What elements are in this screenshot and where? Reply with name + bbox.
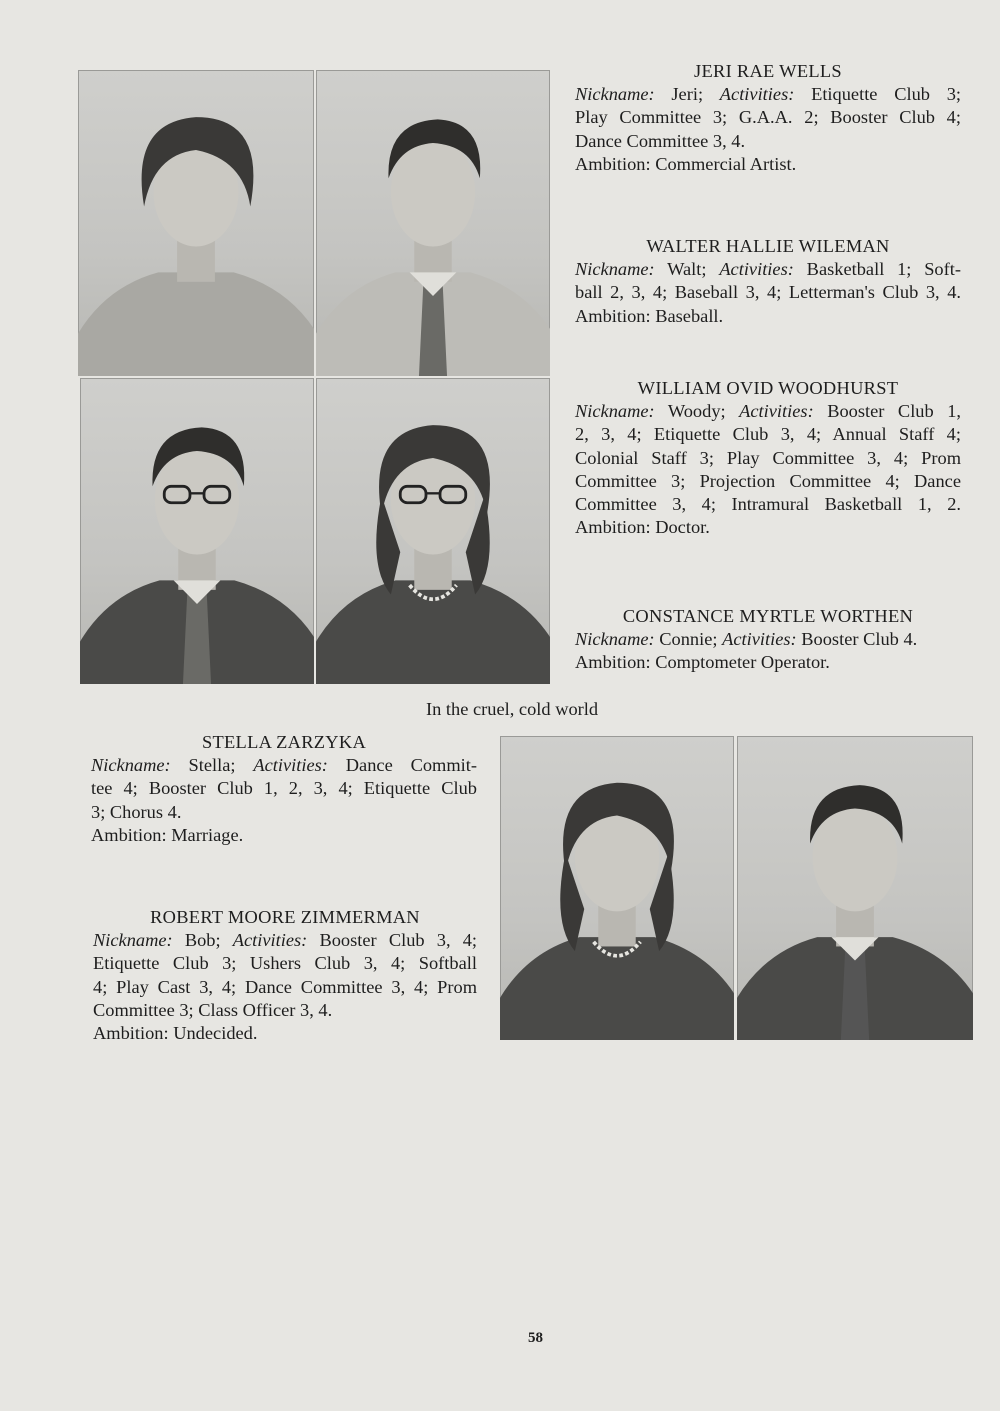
ambition: Ambition: Commercial Artist. (575, 153, 797, 174)
photo-robert-moore-zimmerman (737, 736, 973, 1040)
bio-jeri-rae-wells: JERI RAE WELLS Nickname: Jeri; Activities: Etiquette Club 3; Play Committee 3; G.A.A. 2; Booster Club 4; Dance Committee 3, 4. Ambition: Commercial Artist. (575, 60, 961, 176)
student-name: WALTER HALLIE WILEMAN (646, 236, 890, 256)
student-name: JERI RAE WELLS (694, 61, 842, 81)
activities-label: Activities: (719, 84, 795, 105)
photo-stella-zarzyka (500, 736, 734, 1040)
portrait-silhouette (80, 378, 314, 684)
activities-label: Activities: (739, 401, 814, 422)
bio-constance-myrtle-worthen: CONSTANCE MYRTLE WORTHEN Nickname: Connie; Activities: Booster Club 4. Ambition: Comptometer Operator. (575, 605, 961, 675)
page-number: 58 (528, 1330, 543, 1346)
photo-jeri-rae-wells (78, 70, 314, 376)
nickname-label: Nickname: (575, 259, 655, 280)
activities-label: Activities: (722, 629, 797, 650)
ambition: Ambition: Undecided. (93, 1023, 258, 1044)
photo-constance-myrtle-worthen (316, 378, 550, 684)
nickname-label: Nickname: (575, 401, 655, 422)
activities-label: Activities: (253, 755, 328, 776)
portrait-silhouette (316, 70, 550, 376)
ambition: Ambition: Doctor. (575, 517, 710, 538)
photo-william-ovid-woodhurst (80, 378, 314, 684)
bio-william-ovid-woodhurst: WILLIAM OVID WOODHURST Nickname: Woody; Activities: Booster Club 1, 2, 3, 4; Etiquette Club 3, 4; Annual Staff 4; Colonial Staff 3; Play Committee 3, 4; Prom Committee 3; Projection Committee 4; Dance Committee 3, 4; Intramural Basketball 1, 2. Ambition: Doctor. (575, 377, 961, 539)
bio-walter-hallie-wileman: WALTER HALLIE WILEMAN Nickname: Walt; Activities: Basketball 1; Soft- ball 2, 3, 4; Baseball 3, 4; Letterman's Club 3, 4. Ambition: Baseball. (575, 235, 961, 328)
activities-label: Activities: (232, 930, 308, 951)
student-name: WILLIAM OVID WOODHURST (637, 378, 899, 398)
student-name: CONSTANCE MYRTLE WORTHEN (622, 606, 914, 626)
portrait-silhouette (737, 736, 973, 1040)
ambition: Ambition: Marriage. (91, 824, 244, 845)
student-name: STELLA ZARZYKA (201, 732, 367, 752)
nickname-label: Nickname: (93, 930, 173, 951)
student-name: ROBERT MOORE ZIMMERMAN (150, 907, 420, 927)
photo-caption: In the cruel, cold world (426, 699, 599, 719)
ambition: Ambition: Baseball. (575, 305, 724, 326)
ambition: Ambition: Comptometer Operator. (575, 652, 830, 673)
portrait-silhouette (316, 378, 550, 684)
nickname-label: Nickname: (91, 755, 171, 776)
portrait-silhouette (78, 70, 314, 376)
portrait-silhouette (500, 736, 734, 1040)
bio-robert-moore-zimmerman: ROBERT MOORE ZIMMERMAN Nickname: Bob; Activities: Booster Club 3, 4; Etiquette Club 3; Ushers Club 3, 4; Softball 4; Play Cast 3, 4; Dance Committee 3, 4; Prom Committee 3; Class Officer 3, 4. Ambition: Undecided. (93, 906, 477, 1045)
nickname-label: Nickname: (575, 629, 655, 650)
photo-walter-hallie-wileman (316, 70, 550, 376)
nickname-label: Nickname: (575, 84, 655, 105)
activities-label: Activities: (719, 259, 794, 280)
bio-stella-zarzyka: STELLA ZARZYKA Nickname: Stella; Activities: Dance Commit- tee 4; Booster Club 1, 2, 3, 4; Etiquette Club 3; Chorus 4. Ambition: Marriage. (91, 731, 477, 847)
